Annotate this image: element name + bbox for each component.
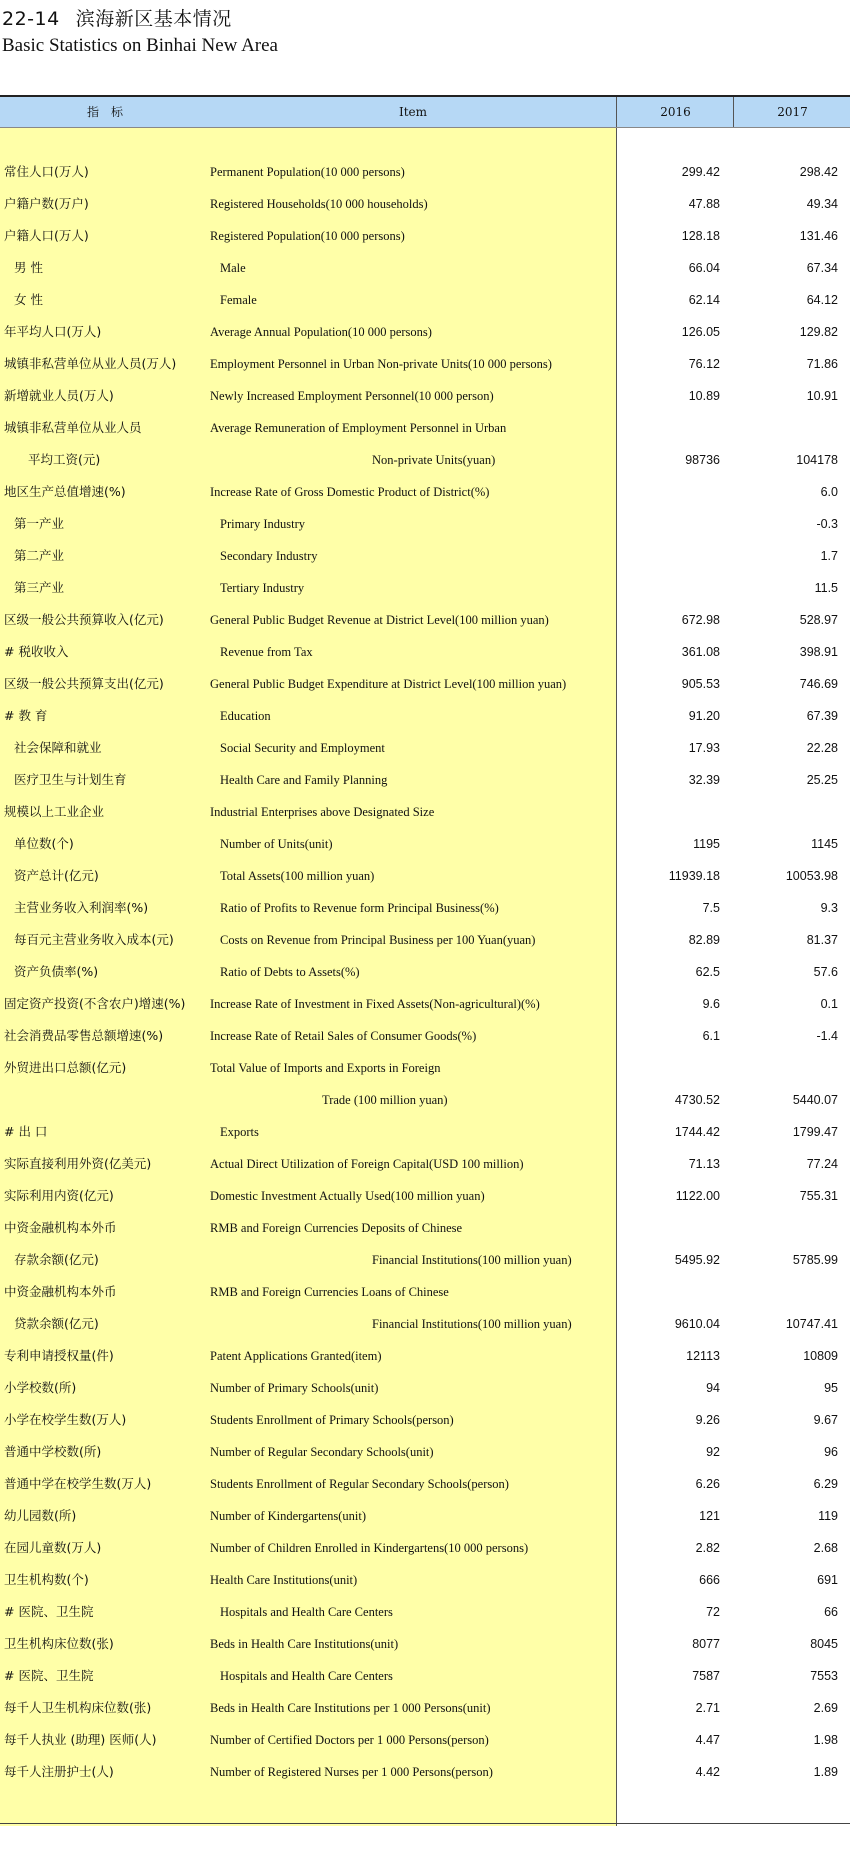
- row-label-cn: 小学校数(所): [4, 1380, 77, 1395]
- value-2017: 129.82: [799, 325, 838, 339]
- table-row: [0, 1660, 850, 1692]
- row-label-cn: 户籍户数(万户): [4, 196, 89, 211]
- row-label-en: Number of Certified Doctors per 1 000 Persons(person): [210, 1733, 489, 1747]
- row-label-en: Average Annual Population(10 000 persons): [210, 325, 432, 339]
- table-row: [0, 1500, 850, 1532]
- value-2016: 672.98: [681, 613, 720, 627]
- value-2017: 0.1: [820, 997, 838, 1011]
- row-label-en: Actual Direct Utilization of Foreign Capital(USD 100 million): [210, 1157, 524, 1171]
- row-label-en: RMB and Foreign Currencies Deposits of Chinese: [210, 1221, 463, 1235]
- row-label-cn: 在园儿童数(万人): [4, 1540, 102, 1555]
- row-label-cn: 区级一般公共预算支出(亿元): [4, 676, 164, 691]
- row-label-en: Exports: [220, 1125, 259, 1139]
- value-2017: 1.98: [813, 1733, 838, 1747]
- value-2016: 7587: [692, 1669, 720, 1683]
- value-2016: 76.12: [688, 357, 720, 371]
- value-2016: 5495.92: [674, 1253, 720, 1267]
- table-row: [0, 924, 850, 956]
- table-row: [0, 604, 850, 636]
- row-label-en: Female: [220, 293, 257, 307]
- row-label-en: RMB and Foreign Currencies Loans of Chinese: [210, 1285, 449, 1299]
- value-2016: 666: [699, 1573, 720, 1587]
- statistics-table: [0, 95, 850, 1826]
- row-label-cn: 存款余额(亿元): [14, 1252, 99, 1267]
- value-2017: 691: [817, 1573, 838, 1587]
- value-2017: 119: [818, 1509, 838, 1523]
- row-label-cn: 每千人卫生机构床位数(张): [4, 1700, 152, 1715]
- row-label-en: Number of Regular Secondary Schools(unit): [210, 1445, 434, 1459]
- value-2016: 6.1: [702, 1029, 720, 1043]
- row-label-cn: 实际直接利用外资(亿美元): [4, 1156, 152, 1171]
- table-row: [0, 1340, 850, 1372]
- table-rows: [0, 156, 850, 1788]
- row-label-cn: # 出 口: [4, 1124, 48, 1139]
- value-2016: 8077: [692, 1637, 720, 1651]
- table-row: [0, 1756, 850, 1788]
- value-2016: 9.6: [702, 997, 720, 1011]
- value-2017: 81.37: [806, 933, 838, 947]
- row-label-cn: 每千人注册护士(人): [4, 1764, 114, 1779]
- value-2017: 1799.47: [792, 1125, 838, 1139]
- value-2017: 8045: [810, 1637, 838, 1651]
- value-2016: 905.53: [681, 677, 720, 691]
- row-label-cn: 城镇非私营单位从业人员: [4, 420, 142, 435]
- row-label-en: Primary Industry: [220, 517, 306, 531]
- value-2017: 25.25: [806, 773, 838, 787]
- value-2016: 2.82: [695, 1541, 720, 1555]
- table-row: [0, 732, 850, 764]
- row-label-en: Students Enrollment of Primary Schools(person): [210, 1413, 454, 1427]
- table-row: [0, 284, 850, 316]
- value-2017: 5440.07: [792, 1093, 838, 1107]
- value-2016: 121: [699, 1509, 720, 1523]
- value-2017: 11.5: [814, 581, 838, 595]
- value-2017: 10809: [803, 1349, 838, 1363]
- row-label-en: Financial Institutions(100 million yuan): [372, 1253, 572, 1267]
- table-row: [0, 220, 850, 252]
- row-label-en: Number of Units(unit): [220, 837, 333, 851]
- value-2017: 9.3: [820, 901, 838, 915]
- table-row: [0, 1692, 850, 1724]
- row-label-en: General Public Budget Revenue at District Level(100 million yuan): [210, 613, 549, 627]
- table-row: [0, 1564, 850, 1596]
- value-2016: 98736: [685, 453, 720, 467]
- table-title-en: Basic Statistics on Binhai New Area: [2, 35, 278, 56]
- row-label-cn: 专利申请授权量(件): [4, 1348, 114, 1363]
- value-2017: -1.4: [816, 1029, 838, 1043]
- row-label-en: Permanent Population(10 000 persons): [210, 165, 405, 179]
- table-row: [0, 1244, 850, 1276]
- row-label-en: Beds in Health Care Institutions(unit): [210, 1637, 399, 1651]
- value-2017: 131.46: [799, 229, 838, 243]
- row-label-en: General Public Budget Expenditure at District Level(100 million yuan): [210, 677, 567, 691]
- row-label-cn: 社会保障和就业: [14, 740, 102, 755]
- row-label-en: Registered Population(10 000 persons): [210, 229, 405, 243]
- value-2016: 47.88: [688, 197, 720, 211]
- table-row: [0, 668, 850, 700]
- table-row: [0, 1596, 850, 1628]
- value-2017: -0.3: [816, 517, 838, 531]
- row-label-cn: 医疗卫生与计划生育: [14, 772, 127, 787]
- value-2017: 398.91: [799, 645, 838, 659]
- row-label-cn: 幼儿园数(所): [4, 1508, 77, 1523]
- row-label-cn: 社会消费品零售总额增速(%): [4, 1028, 164, 1043]
- row-label-cn: 年平均人口(万人): [4, 324, 102, 339]
- row-label-cn: 第一产业: [14, 516, 65, 531]
- value-2017: 95: [824, 1381, 838, 1395]
- row-label-en: Revenue from Tax: [220, 645, 313, 659]
- row-label-en: Tertiary Industry: [220, 581, 305, 595]
- value-2017: 9.67: [813, 1413, 838, 1427]
- row-label-en: Number of Kindergartens(unit): [210, 1509, 366, 1523]
- table-row: [0, 1532, 850, 1564]
- row-label-en: Increase Rate of Retail Sales of Consumer Goods(%): [210, 1029, 477, 1043]
- header-2017: 2017: [733, 97, 850, 127]
- table-row: [0, 1436, 850, 1468]
- value-2017: 10.91: [806, 389, 838, 403]
- value-2016: 66.04: [688, 261, 720, 275]
- value-2017: 5785.99: [792, 1253, 838, 1267]
- value-2017: 6.0: [820, 485, 838, 499]
- value-2016: 4.47: [695, 1733, 720, 1747]
- row-label-cn: 常住人口(万人): [4, 164, 89, 179]
- row-label-cn: 资产总计(亿元): [14, 868, 99, 883]
- value-2016: 361.08: [681, 645, 720, 659]
- value-2016: 9.26: [695, 1413, 720, 1427]
- value-2016: 126.05: [681, 325, 720, 339]
- row-label-cn: 每百元主营业务收入成本(元): [14, 932, 174, 947]
- row-label-cn: 固定资产投资(不含农户)增速(%): [4, 996, 186, 1011]
- row-label-en: Health Care and Family Planning: [220, 773, 388, 787]
- table-row: [0, 1372, 850, 1404]
- row-label-cn: # 医院、卫生院: [4, 1604, 94, 1619]
- row-label-cn: 男 性: [14, 260, 43, 275]
- title-block: [2, 4, 278, 57]
- row-label-cn: 中资金融机构本外币: [4, 1284, 117, 1299]
- row-label-en: Health Care Institutions(unit): [210, 1573, 358, 1587]
- value-2017: 22.28: [806, 741, 838, 755]
- row-label-cn: 中资金融机构本外币: [4, 1220, 117, 1235]
- row-label-en: Total Assets(100 million yuan): [220, 869, 375, 883]
- value-2017: 1145: [811, 837, 838, 851]
- table-row: [0, 1308, 850, 1340]
- row-label-cn: 贷款余额(亿元): [14, 1316, 99, 1331]
- value-2017: 298.42: [799, 165, 838, 179]
- value-2016: 9610.04: [674, 1317, 720, 1331]
- table-row: [0, 1404, 850, 1436]
- row-label-cn: 实际利用内资(亿元): [4, 1188, 114, 1203]
- value-2016: 62.14: [688, 293, 720, 307]
- table-row: [0, 860, 850, 892]
- table-row: [0, 1148, 850, 1180]
- table-row: [0, 1052, 850, 1084]
- row-label-en: Registered Households(10 000 households): [210, 197, 428, 211]
- row-label-en: Number of Registered Nurses per 1 000 Persons(person): [210, 1765, 493, 1779]
- row-label-en: Education: [220, 709, 271, 723]
- row-label-en: Newly Increased Employment Personnel(10 000 person): [210, 389, 494, 403]
- value-2016: 94: [706, 1381, 720, 1395]
- row-label-en: Number of Primary Schools(unit): [210, 1381, 379, 1395]
- value-2017: 49.34: [806, 197, 838, 211]
- row-label-cn: 卫生机构数(个): [4, 1572, 89, 1587]
- value-2017: 6.29: [813, 1477, 838, 1491]
- value-2017: 71.86: [806, 357, 838, 371]
- row-label-en: Students Enrollment of Regular Secondary Schools(person): [210, 1477, 509, 1491]
- row-label-cn: 普通中学在校学生数(万人): [4, 1476, 152, 1491]
- table-header: [0, 95, 850, 128]
- table-title-cn-text: 滨海新区基本情况: [75, 8, 232, 30]
- row-label-cn: 规模以上工业企业: [4, 804, 105, 819]
- table-row: [0, 444, 850, 476]
- row-label-en: Hospitals and Health Care Centers: [220, 1605, 393, 1619]
- value-2017: 96: [824, 1445, 838, 1459]
- table-row: [0, 1468, 850, 1500]
- row-label-en: Average Remuneration of Employment Personnel in Urban: [210, 421, 507, 435]
- value-2016: 72: [706, 1605, 720, 1619]
- value-2017: 67.34: [806, 261, 838, 275]
- value-2017: 66: [824, 1605, 838, 1619]
- table-number: 22-14: [2, 8, 60, 30]
- value-2016: 91.20: [688, 709, 720, 723]
- row-label-en: Secondary Industry: [220, 549, 318, 563]
- value-2016: 17.93: [688, 741, 720, 755]
- value-2017: 10747.41: [785, 1317, 838, 1331]
- table-row: [0, 188, 850, 220]
- row-label-en: Male: [220, 261, 246, 275]
- table-row: [0, 412, 850, 444]
- row-label-en: Employment Personnel in Urban Non-private Units(10 000 persons): [210, 357, 552, 371]
- table-row: [0, 252, 850, 284]
- table-row: [0, 572, 850, 604]
- value-2017: 2.69: [813, 1701, 838, 1715]
- row-label-cn: 卫生机构床位数(张): [4, 1636, 114, 1651]
- row-label-en: Patent Applications Granted(item): [210, 1349, 382, 1363]
- table-row: [0, 380, 850, 412]
- table-row: [0, 156, 850, 188]
- row-label-cn: # 医院、卫生院: [4, 1668, 94, 1683]
- row-label-en: Ratio of Profits to Revenue form Principal Business(%): [220, 901, 499, 915]
- table-row: [0, 508, 850, 540]
- value-2016: 1122.00: [675, 1189, 720, 1203]
- row-label-en: Costs on Revenue from Principal Business per 100 Yuan(yuan): [220, 933, 536, 947]
- table-title-cn: [2, 4, 278, 31]
- value-2016: 1195: [693, 837, 720, 851]
- row-label-cn: 地区生产总值增速(%): [4, 484, 126, 499]
- value-2016: 71.13: [688, 1157, 720, 1171]
- table-row: [0, 956, 850, 988]
- row-label-cn: 单位数(个): [14, 836, 74, 851]
- row-label-cn: 外贸进出口总额(亿元): [4, 1060, 127, 1075]
- row-label-cn: 平均工资(元): [28, 452, 101, 467]
- value-2016: 4730.52: [674, 1093, 720, 1107]
- row-label-cn: 小学在校学生数(万人): [4, 1412, 127, 1427]
- table-row: [0, 1084, 850, 1116]
- table-row: [0, 796, 850, 828]
- value-2016: 10.89: [688, 389, 720, 403]
- value-2017: 2.68: [813, 1541, 838, 1555]
- value-2016: 62.5: [695, 965, 720, 979]
- value-2017: 104178: [796, 453, 838, 467]
- table-row: [0, 1020, 850, 1052]
- table-row: [0, 1180, 850, 1212]
- row-label-en: Ratio of Debts to Assets(%): [220, 965, 360, 979]
- row-label-cn: # 税收收入: [4, 644, 69, 659]
- row-label-en: Hospitals and Health Care Centers: [220, 1669, 393, 1683]
- row-label-cn: 城镇非私营单位从业人员(万人): [4, 356, 177, 371]
- row-label-cn: 第二产业: [14, 548, 65, 563]
- row-label-cn: 女 性: [14, 292, 43, 307]
- header-item: Item: [398, 105, 428, 119]
- row-label-en: Financial Institutions(100 million yuan): [372, 1317, 572, 1331]
- value-2017: 7553: [810, 1669, 838, 1683]
- table-row: [0, 348, 850, 380]
- row-label-cn: 户籍人口(万人): [4, 228, 89, 243]
- value-2016: 128.18: [681, 229, 720, 243]
- table-row: [0, 828, 850, 860]
- row-label-cn: 区级一般公共预算收入(亿元): [4, 612, 164, 627]
- row-label-en: Trade (100 million yuan): [322, 1093, 448, 1107]
- header-2016: 2016: [616, 97, 734, 127]
- value-2017: 1.89: [813, 1765, 838, 1779]
- value-2017: 10053.98: [785, 869, 838, 883]
- row-label-cn: 每千人执业 (助理) 医师(人): [4, 1732, 157, 1747]
- value-2016: 4.42: [695, 1765, 720, 1779]
- value-2017: 528.97: [799, 613, 838, 627]
- table-row: [0, 988, 850, 1020]
- row-label-en: Beds in Health Care Institutions per 1 000 Persons(unit): [210, 1701, 491, 1715]
- value-2017: 746.69: [799, 677, 838, 691]
- value-2016: 92: [706, 1445, 720, 1459]
- table-bottom-rule: [0, 1823, 850, 1824]
- table-row: [0, 1628, 850, 1660]
- value-2017: 1.7: [820, 549, 838, 563]
- row-label-en: Number of Children Enrolled in Kindergartens(10 000 persons): [210, 1541, 529, 1555]
- row-label-cn: 主营业务收入利润率(%): [14, 900, 149, 915]
- table-row: [0, 1276, 850, 1308]
- value-2016: 6.26: [695, 1477, 720, 1491]
- row-label-en: Social Security and Employment: [220, 741, 385, 755]
- table-body: [0, 128, 850, 1826]
- value-2016: 7.5: [702, 901, 720, 915]
- row-label-cn: # 教 育: [4, 708, 48, 723]
- value-2017: 57.6: [813, 965, 838, 979]
- row-label-en: Total Value of Imports and Exports in Foreign: [210, 1061, 441, 1075]
- value-2016: 12113: [686, 1349, 720, 1363]
- row-label-en: Non-private Units(yuan): [372, 453, 496, 467]
- row-label-cn: 资产负债率(%): [14, 964, 99, 979]
- value-2016: 11939.18: [668, 869, 720, 883]
- table-row: [0, 892, 850, 924]
- row-label-cn: 普通中学校数(所): [4, 1444, 102, 1459]
- table-row: [0, 1212, 850, 1244]
- table-row: [0, 700, 850, 732]
- value-2017: 64.12: [806, 293, 838, 307]
- table-row: [0, 316, 850, 348]
- value-2016: 1744.42: [674, 1125, 720, 1139]
- value-2017: 77.24: [806, 1157, 838, 1171]
- value-2017: 755.31: [799, 1189, 838, 1203]
- value-2017: 67.39: [806, 709, 838, 723]
- value-2016: 2.71: [695, 1701, 720, 1715]
- row-label-en: Increase Rate of Investment in Fixed Assets(Non-agricultural)(%): [210, 997, 540, 1011]
- table-row: [0, 1724, 850, 1756]
- table-row: [0, 764, 850, 796]
- table-row: [0, 476, 850, 508]
- row-label-en: Industrial Enterprises above Designated Size: [210, 805, 435, 819]
- value-2016: 299.42: [681, 165, 720, 179]
- row-label-en: Domestic Investment Actually Used(100 million yuan): [210, 1189, 485, 1203]
- row-label-cn: 第三产业: [14, 580, 65, 595]
- table-row: [0, 1116, 850, 1148]
- header-indicator: 指 标: [86, 105, 123, 119]
- value-2016: 32.39: [688, 773, 720, 787]
- table-row: [0, 540, 850, 572]
- value-2016: 82.89: [688, 933, 720, 947]
- row-label-en: Increase Rate of Gross Domestic Product of District(%): [210, 485, 490, 499]
- row-label-cn: 新增就业人员(万人): [4, 388, 114, 403]
- table-row: [0, 636, 850, 668]
